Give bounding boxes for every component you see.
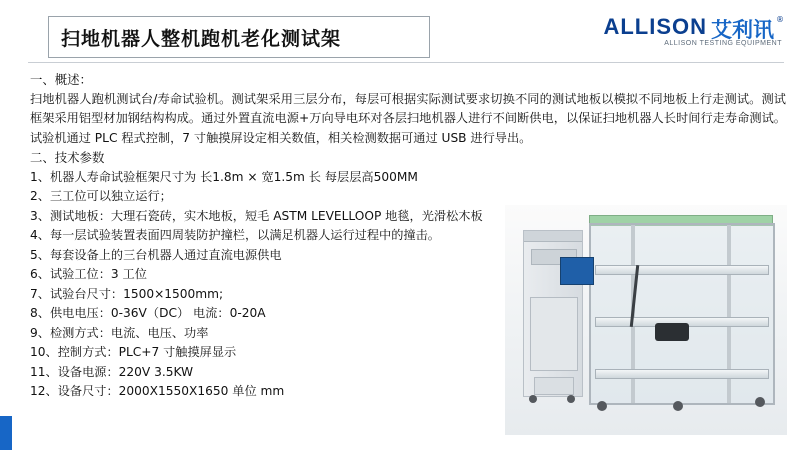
spec-item: 9、检测方式：电流、电压、功率: [30, 325, 209, 340]
section-heading-specs: 二、技术参数: [30, 150, 105, 165]
brand-name-cn: 艾利讯: [711, 18, 774, 42]
spec-item: 6、试验工位：3 工位: [30, 267, 147, 281]
brand-name-en: ALLISON: [603, 14, 707, 39]
trademark-icon: ®: [776, 15, 784, 24]
test-shelf: [595, 265, 769, 275]
cabinet-vent: [534, 377, 574, 395]
spec-item: 12、设备尺寸：2000X1550X1650 单位 mm: [30, 384, 285, 398]
caster-wheel: [755, 397, 765, 407]
caster-wheel: [673, 401, 683, 411]
spec-item: 4、每一层试验装置表面四周装防护撞栏，以满足机器人运行过程中的撞击。: [30, 228, 440, 242]
footer-accent-bar: [0, 416, 12, 450]
test-rack-frame: [589, 223, 775, 405]
control-cabinet: [523, 230, 583, 397]
spec-item: 8、供电电压：0-36V（DC） 电流：0-20A: [30, 306, 266, 320]
spec-item: 1、机器人寿命试验框架尺寸为 长1.8m × 宽1.5m 长 每层层高500MM: [30, 169, 418, 184]
spec-item: 11、设备电源：220V 3.5KW: [30, 364, 194, 379]
caster-wheel: [567, 395, 575, 403]
page-title: 扫地机器人整机跑机老化测试架: [61, 27, 342, 50]
caster-wheel: [597, 401, 607, 411]
robot-unit: [655, 323, 689, 341]
touchscreen-panel: [560, 257, 594, 285]
equipment-photo: [505, 205, 787, 435]
section-heading-overview: 一、概述：: [30, 72, 92, 87]
spec-item: 2、三工位可以独立运行；: [30, 189, 172, 203]
cabinet-door: [530, 297, 578, 371]
document-title-box: [48, 16, 430, 58]
spec-item: 5、每套设备上的三台机器人通过直流电源供电: [30, 247, 282, 262]
brand-tagline: ALLISON TESTING EQUIPMENT: [664, 40, 782, 47]
header-divider: [28, 62, 784, 63]
spec-item: 7、试验台尺寸：1500×1500mm;: [30, 286, 224, 301]
overview-paragraph: 扫地机器人跑机测试台/寿命试验机。测试架采用三层分布，每层可根据实际测试要求切换不同的测试地板以模拟不同地板上行走测试。测试框架采用铝型材加钢结构构成。通过外置直流电源+万向导电环对各层扫地机器人进行不间断供电，以保证扫地机器人长时间行走寿命测试。试验机通过 PLC 程式控制，7 寸触摸屏设定相关数值，相关检测数据可通过 USB 进行导出。: [30, 91, 786, 145]
caster-wheel: [529, 395, 537, 403]
cabinet-top: [524, 231, 582, 242]
test-shelf: [595, 369, 769, 379]
spec-item: 10、控制方式：PLC+7 寸触摸屏显示: [30, 345, 237, 359]
spec-item: 3、测试地板：大理石瓷砖，实木地板，短毛 ASTM LEVELLOOP 地毯，光滑松木板: [30, 208, 483, 223]
